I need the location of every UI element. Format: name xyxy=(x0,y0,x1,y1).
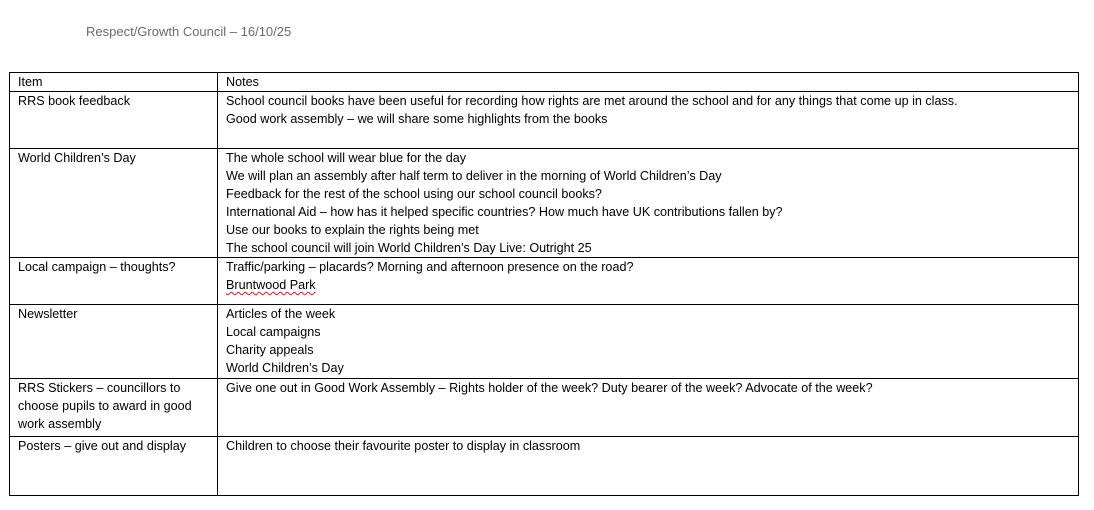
table-row xyxy=(10,92,1079,149)
note-line: Traffic/parking – placards? Morning and afternoon presence on the road? xyxy=(226,260,634,274)
column-header-notes: Notes xyxy=(218,73,1079,92)
note-line: Local campaigns xyxy=(226,325,321,339)
item-text: RRS book feedback xyxy=(18,94,131,108)
note-line-spellcheck-flagged: Bruntwood Park xyxy=(226,278,316,292)
note-line: International Aid – how has it helped specific countries? How much have UK contributions fallen by? xyxy=(226,205,783,219)
document-header: Respect/Growth Council – 16/10/25 xyxy=(86,24,292,39)
item-text: World Children’s Day xyxy=(18,151,136,165)
notes-cell xyxy=(218,92,1079,149)
note-line: The whole school will wear blue for the day xyxy=(226,151,467,165)
table-header-row xyxy=(10,73,1079,92)
table-row xyxy=(10,437,1079,496)
notes-cell xyxy=(218,437,1079,496)
note-line: The school council will join World Children’s Day Live: Outright 25 xyxy=(226,241,592,255)
item-cell xyxy=(10,258,218,305)
column-header-item: Item xyxy=(10,73,218,92)
table-row xyxy=(10,305,1079,379)
note-line: Children to choose their favourite poster to display in classroom xyxy=(226,439,581,453)
table-row xyxy=(10,149,1079,258)
note-line: Articles of the week xyxy=(226,307,336,321)
note-line: World Children’s Day xyxy=(226,361,344,375)
item-cell xyxy=(10,437,218,496)
item-text: RRS Stickers – councillors to choose pupils to award in good work assembly xyxy=(18,381,192,431)
note-line: Use our books to explain the rights being met xyxy=(226,223,479,237)
item-cell xyxy=(10,305,218,379)
table-row xyxy=(10,379,1079,437)
table-row xyxy=(10,258,1079,305)
item-cell xyxy=(10,92,218,149)
notes-cell xyxy=(218,149,1079,258)
notes-cell xyxy=(218,258,1079,305)
note-line: School council books have been useful for recording how rights are met around the school and for any things that come up in class. xyxy=(226,94,958,108)
notes-cell xyxy=(218,379,1079,437)
note-line: Charity appeals xyxy=(226,343,314,357)
note-line: Good work assembly – we will share some highlights from the books xyxy=(226,112,608,126)
item-text: Newsletter xyxy=(18,307,78,321)
note-line: We will plan an assembly after half term to deliver in the morning of World Children’s Day xyxy=(226,169,722,183)
item-text: Posters – give out and display xyxy=(18,439,187,453)
note-line: Give one out in Good Work Assembly – Rights holder of the week? Duty bearer of the week? Advocate of the week? xyxy=(226,381,873,395)
item-cell xyxy=(10,149,218,258)
item-cell xyxy=(10,379,218,437)
item-text: Local campaign – thoughts? xyxy=(18,260,176,274)
note-line: Feedback for the rest of the school using our school council books? xyxy=(226,187,602,201)
notes-cell xyxy=(218,305,1079,379)
notes-table xyxy=(9,72,1079,496)
